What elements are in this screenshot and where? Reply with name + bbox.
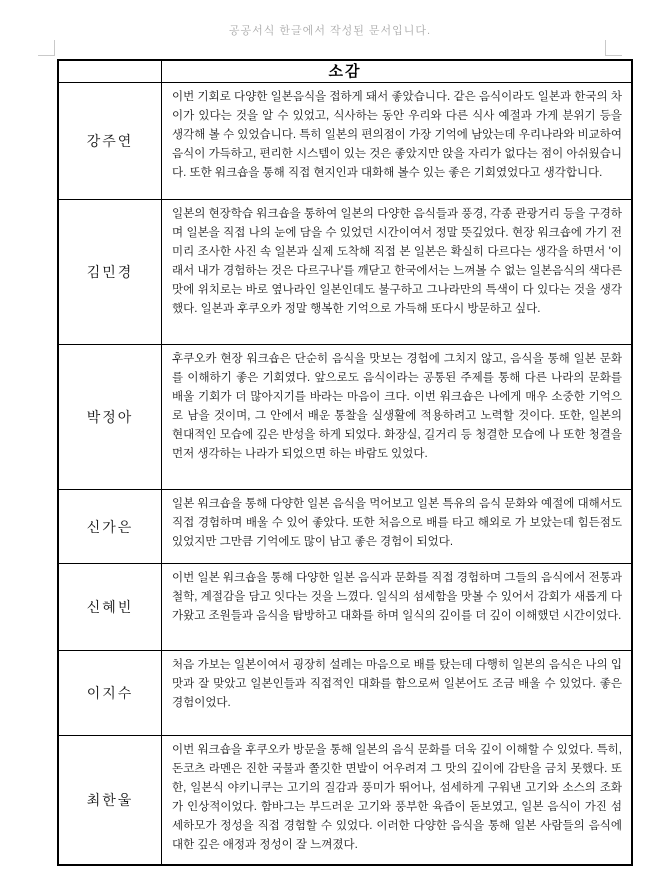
reflection-text: 처음 가보는 일본이여서 굉장히 설레는 마음으로 배를 탔는데 다행히 일본의 음식은 나의 입맛과 잘 맞았고 일본인들과 직접적인 대화를 함으로써 일본어도 조금 배울 수 있었다. 좋은 경험이었다. xyxy=(172,659,622,709)
table-header-row xyxy=(59,61,631,82)
table-row xyxy=(59,199,631,344)
table-row xyxy=(59,735,631,864)
crop-mark-top-left-icon xyxy=(38,40,55,56)
reflection-text: 이번 워크숍을 후쿠오카 방문을 통해 일본의 음식 문화를 더욱 깊이 이해할 수 있었다. 특히, 돈코츠 라멘은 진한 국물과 쫄깃한 면발이 어우려져 그 맛의 깊이에 감탄을 금치 못했다. 또한, 일본식 야키니쿠는 고기의 질감과 풍미가 뛰어나, 섬세하게 구워낸 고기와 소스의 조화가 인상적이었다. 함바그는 부드러운 고기와 풍부한 육즙이 돋보였고, 일본 음식이 가진 섬세하모가 정성을 직접 경험할 수 있었다. 이러한 다양한 음식을 통해 일본 사람들의 음식에 대한 깊은 애정과 정성이 잘 느껴졌다. xyxy=(172,744,622,851)
reflection-text: 일본의 현장학습 워크숍을 통하여 일본의 다양한 음식들과 풍경, 각종 관광거리 등을 구경하며 일본을 직접 나의 눈에 담을 수 있었던 시간이여서 정말 뜻깊었다. 현장 워크숍에 가기 전 미리 조사한 사진 속 일본과 실제 도착해 직접 본 일본은 확실히 다르다는 생각을 하면서 '이래서 내가 경험하는 것은 다르구나'를 깨닫고 한국에서는 느껴볼 수 없는 일본음식의 색다른 맛에 위치로는 바로 옆나라인 일본인데도 불구하고 그나라만의 특색이 다 있다는 것을 생각했다. 일본과 후쿠오카 정말 행복한 기억으로 가득해 또다시 방문하고 싶다. xyxy=(172,208,622,315)
reflection-text: 일본 워크숍을 통해 다양한 일본 음식을 먹어보고 일본 특유의 음식 문화와 예절에 대해서도 직접 경험하며 배울 수 있어 좋았다. 또한 처음으로 배를 타고 해외로 가 보았는데 힘든점도 있었지만 그만큼 기억에도 많이 남고 좋은 경험이 되었다. xyxy=(172,498,622,548)
student-name: 최한울 xyxy=(59,736,162,864)
student-name: 이지수 xyxy=(59,651,162,735)
table-row xyxy=(59,344,631,489)
student-name: 강주연 xyxy=(59,83,162,199)
table-row xyxy=(59,489,631,563)
student-name: 박정아 xyxy=(59,345,162,489)
reflections-table xyxy=(57,59,633,866)
student-name: 김민경 xyxy=(59,200,162,344)
table-title: 소감 xyxy=(328,63,362,80)
student-name: 신가은 xyxy=(59,490,162,563)
table-row xyxy=(59,650,631,735)
reflection-text: 후쿠오카 현장 워크숍은 단순히 음식을 맛보는 경험에 그치지 않고, 음식을 통해 일본 문화를 이해하기 좋은 기회였다. 앞으로도 음식이라는 공통된 주제를 통해 다른 나라의 문화를 배울 기회가 더 많아지기를 바라는 마음이 크다. 이번 워크숍은 나에게 매우 소중한 기억으로 남을 것이며, 그 안에서 배운 통찰을 실생활에 적용하려고 노력할 것이다. 또한, 일본의 현대적인 모습에 깊은 반성을 하게 되었다. 화장실, 길거리 등 청결한 모습에 나 또한 청결을 먼저 생각하는 나라가 되었으면 하는 바람도 있었다. xyxy=(172,353,622,460)
crop-mark-top-right-icon xyxy=(605,40,622,56)
student-name: 신혜빈 xyxy=(59,564,162,650)
table-row xyxy=(59,82,631,199)
reflection-text: 이번 일본 워크숍을 통해 다양한 일본 음식과 문화를 직접 경험하며 그들의 음식에서 전통과 철학, 계절감을 담고 잇다는 것을 느꼈다. 일식의 섬세함을 맛볼 수 있어서 감회가 새롭게 다가왔고 조원들과 음식을 탐방하고 대화를 하며 일식의 깊이를 더 깊이 이해했던 시간이었다. xyxy=(172,572,622,622)
document-source-note: 공공서식 한글에서 작성된 문서입니다. xyxy=(228,25,432,37)
reflection-text: 이번 기회로 다양한 일본음식을 접하게 돼서 좋았습니다. 같은 음식이라도 일본과 한국의 차이가 있다는 것을 알 수 있었고, 식사하는 동안 우리와 다른 식사 예절과 가게 분위기 등을 생각해 볼 수 있었습니다. 특히 일본의 편의점이 가장 기억에 남았는데 우리나라와 비교하여 음식이 가득하고, 편리한 시스템이 있는 것은 좋았지만 앉을 자리가 없다는 점이 아쉬웠습니다. 또한 워크숍을 통해 직접 현지인과 대화해 볼수 있는 좋은 기회였었다고 생각합니다. xyxy=(172,91,622,179)
table-row xyxy=(59,563,631,650)
